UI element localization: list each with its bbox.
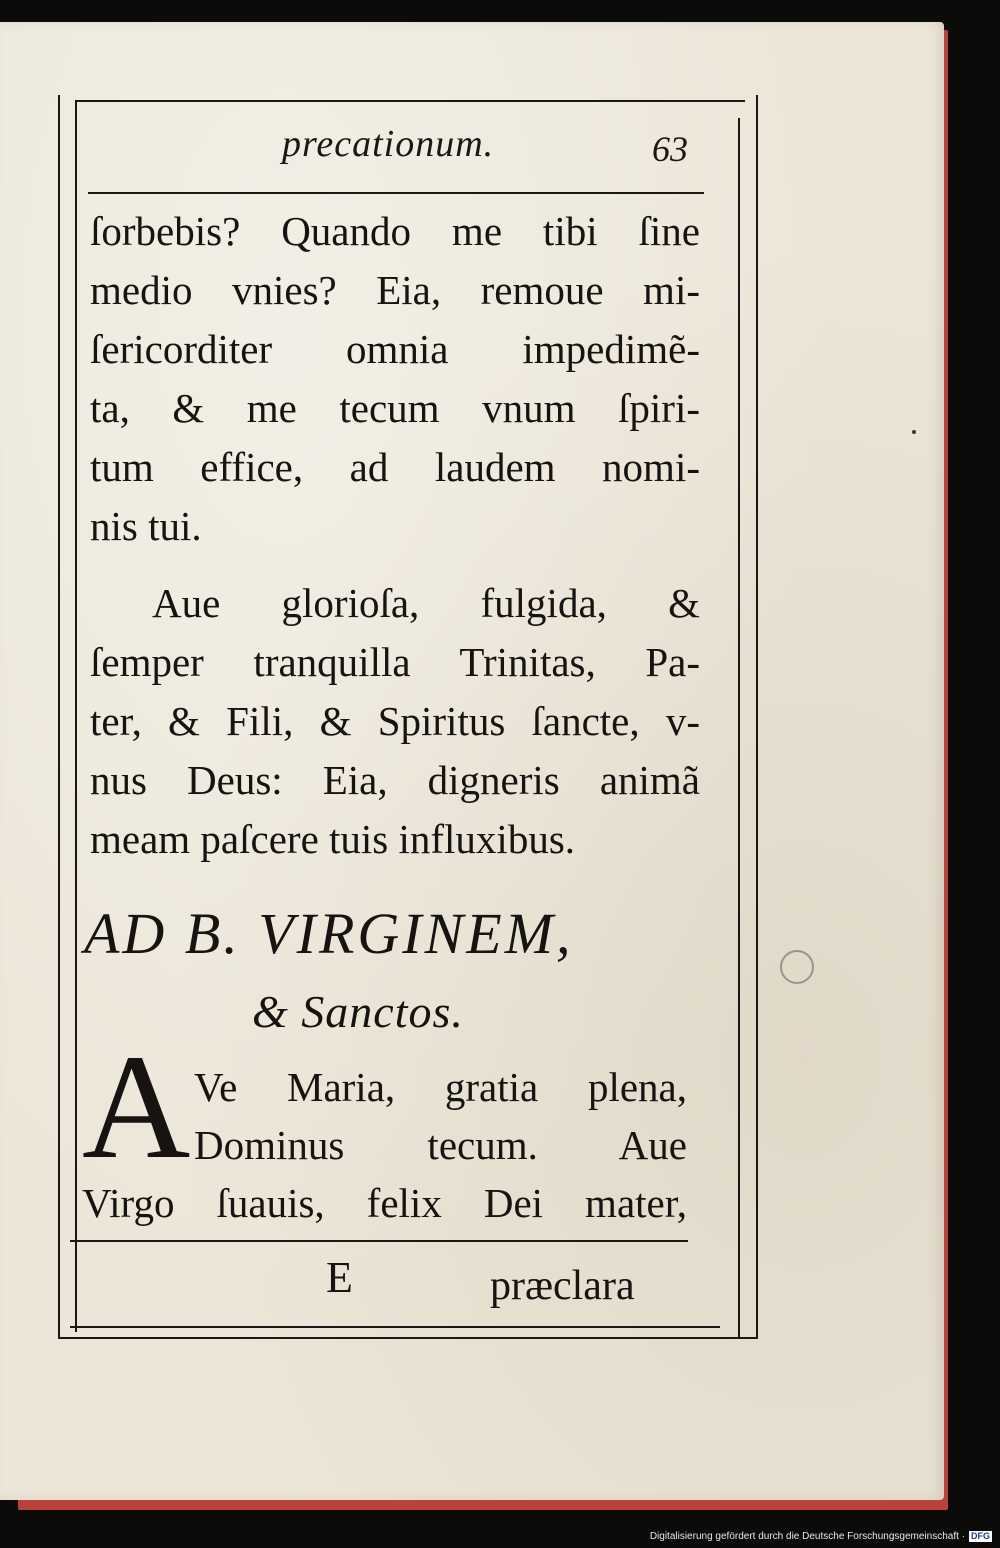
- bottom-rule: [70, 1326, 720, 1328]
- text-line: meam paſcere tuis influxibus.: [90, 816, 576, 862]
- printed-frame-left: [75, 100, 77, 1332]
- dfg-logo: DFG: [971, 1531, 990, 1541]
- ink-speck: [912, 430, 916, 434]
- credit-text: Digitalisierung gefördert durch die Deutsche Forschungsgemeinschaft ·: [649, 1531, 965, 1542]
- text-line: Aue glorioſa, fulgida, &: [152, 580, 700, 626]
- printed-frame-right: [738, 118, 740, 1338]
- printed-frame-top: [75, 100, 745, 102]
- text-line: ter, & Fili, & Spiritus ſancte, v-: [90, 698, 700, 744]
- catchword: præclara: [490, 1263, 635, 1309]
- signature-mark: E: [326, 1253, 353, 1302]
- text-line: medio vnies? Eia, remoue mi-: [90, 267, 700, 313]
- text-line: ta, & me tecum vnum ſpiri-: [90, 385, 700, 431]
- section-heading: AD B. VIRGINEM,: [84, 901, 574, 966]
- text-line: nis tui.: [90, 503, 202, 549]
- running-title: precationum.: [282, 123, 495, 165]
- text-line: ſemper tranquilla Trinitas, Pa-: [90, 639, 700, 685]
- digitization-credit: [650, 1531, 992, 1542]
- section-subheading: & Sanctos.: [252, 986, 464, 1037]
- library-stamp-icon: [780, 950, 814, 984]
- header-rule: [88, 192, 704, 194]
- text-line: ſorbebis? Quando me tibi ſine: [90, 208, 700, 254]
- paragraph-1: [90, 202, 700, 556]
- prayer-text: [82, 1058, 687, 1232]
- footer-rule: [70, 1240, 688, 1242]
- text-line: Virgo ſuauis, felix Dei mater,: [82, 1180, 687, 1226]
- text-line: Ve Maria, gratia plena,: [194, 1064, 687, 1110]
- body-text: [90, 202, 700, 869]
- text-line: ſericorditer omnia impedimẽ-: [90, 326, 700, 372]
- drop-cap: A: [82, 1024, 191, 1190]
- text-line: tum effice, ad laudem nomi-: [90, 444, 700, 490]
- paragraph-2: [90, 574, 700, 869]
- page-number: 63: [652, 129, 688, 169]
- text-line: Dominus tecum. Aue: [194, 1122, 687, 1168]
- text-line: nus Deus: Eia, digneris animã: [90, 757, 700, 803]
